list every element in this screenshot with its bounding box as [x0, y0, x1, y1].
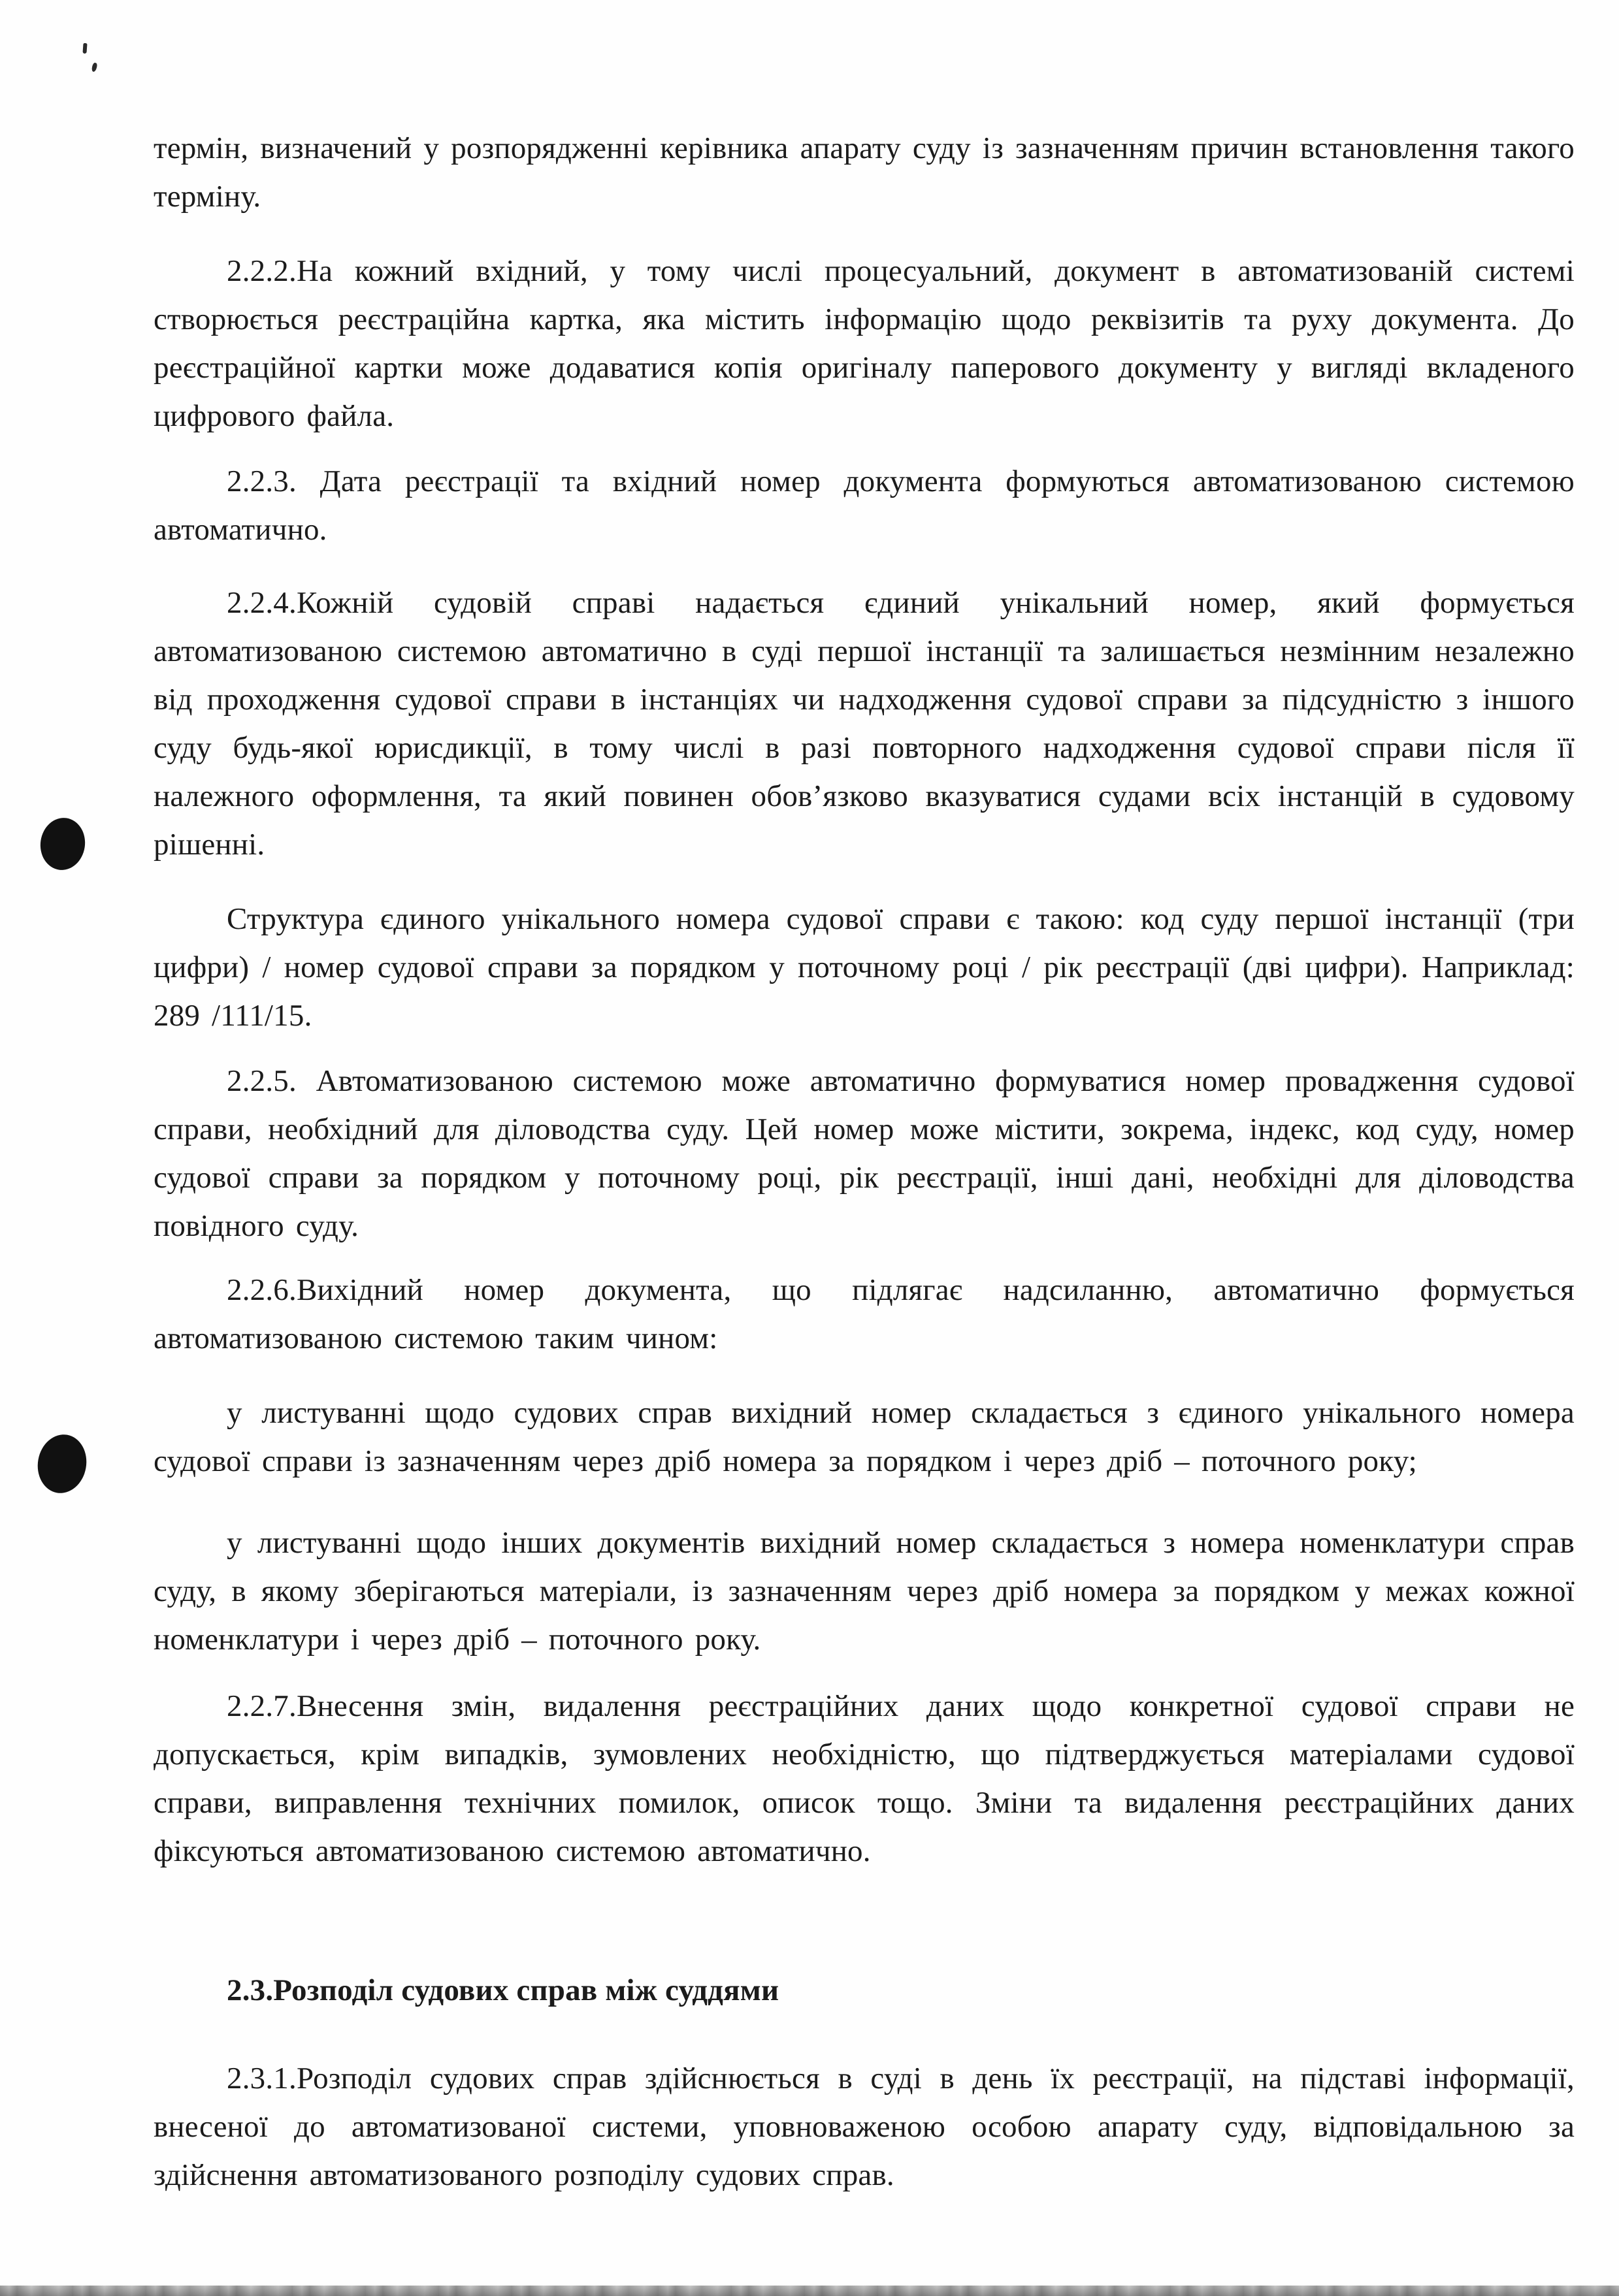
paragraph-term-continuation: термін, визначений у розпорядженні керівника апарату суду із зазначенням причин встановлення такого терміну. [154, 131, 1575, 214]
paragraph-2-3-1: 2.3.1.Розподіл судових справ здійснюється в суді в день їх реєстрації, на підставі інформації, внесеної до автоматизованої системи, уповноваженою особою апарату суду, відповідальною за здійснення автоматизованого розподілу судових справ. [154, 2062, 1575, 2192]
paragraph-2-2-6: 2.2.6.Вихідний номер документа, що підлягає надсиланню, автоматично формується автоматизованою системою таким чином: [154, 1273, 1575, 1355]
paragraph-number-structure: Структура єдиного унікального номера судової справи є такою: код суду першої інстанції (три цифри) / номер судової справи за порядком у поточному році / рік реєстрації (дві цифри). Наприклад: 289 /111/15. [154, 902, 1575, 1033]
scan-speck-mark [91, 62, 97, 72]
section-heading-2-3: 2.3.Розподіл судових справ між суддями [227, 1973, 779, 2007]
paragraph-2-2-7: 2.2.7.Внесення змін, видалення реєстраційних даних щодо конкретної судової справи не допускається, крім випадків, зумовлених необхідністю, що підтверджується матеріалами судової справи, виправлення технічних помилок, описок тощо. Зміни та видалення реєстраційних даних фіксуються автоматизованою системою автоматично. [154, 1689, 1575, 1868]
scan-speck-mark [82, 43, 87, 54]
list-item-other-documents: у листуванні щодо інших документів вихідний номер складається з номера номенклатури справ суду, в якому зберігаються матеріали, із зазначенням через дріб номера за порядком у межах кожної номенклатури і через дріб – поточного року. [154, 1526, 1575, 1657]
paragraph-2-2-2: 2.2.2.На кожний вхідний, у тому числі процесуальний, документ в автоматизованій системі створюється реєстраційна картка, яка містить інформацію щодо реквізитів та руху документа. До реєстраційної картки може додаватися копія оригіналу паперового документу у вигляді вкладеного цифрового файла. [154, 254, 1575, 433]
scan-edge-artifact [0, 2286, 1619, 2296]
paragraph-2-2-3: 2.2.3. Дата реєстрації та вхідний номер документа формуються автоматизованою системою автоматично. [154, 464, 1575, 547]
hole-punch-mark [33, 1431, 91, 1496]
hole-punch-mark [37, 815, 88, 873]
paragraph-2-2-4: 2.2.4.Кожній судовій справі надається єдиний унікальний номер, який формується автоматизованою системою автоматично в суді першої інстанції та залишається незмінним незалежно від проходження судової справи в інстанціях чи надходження судової справи за підсудністю з іншого суду будь-якої юрисдикції, в тому числі в разі повторного надходження судової справи після її належного оформлення, та який повинен обов’язково вказуватися судами всіх інстанцій в судовому рішенні. [154, 586, 1575, 862]
list-item-court-case-letters: у листуванні щодо судових справ вихідний номер складається з єдиного унікального номера судової справи із зазначенням через дріб номера за порядком і через дріб – поточного року; [154, 1396, 1575, 1478]
paragraph-2-2-5: 2.2.5. Автоматизованою системою може автоматично формуватися номер провадження судової справи, необхідний для діловодства суду. Цей номер може містити, зокрема, індекс, код суду, номер судової справи за порядком у поточному році, рік реєстрації, інші дані, необхідні для діловодства повідного суду. [154, 1064, 1575, 1243]
